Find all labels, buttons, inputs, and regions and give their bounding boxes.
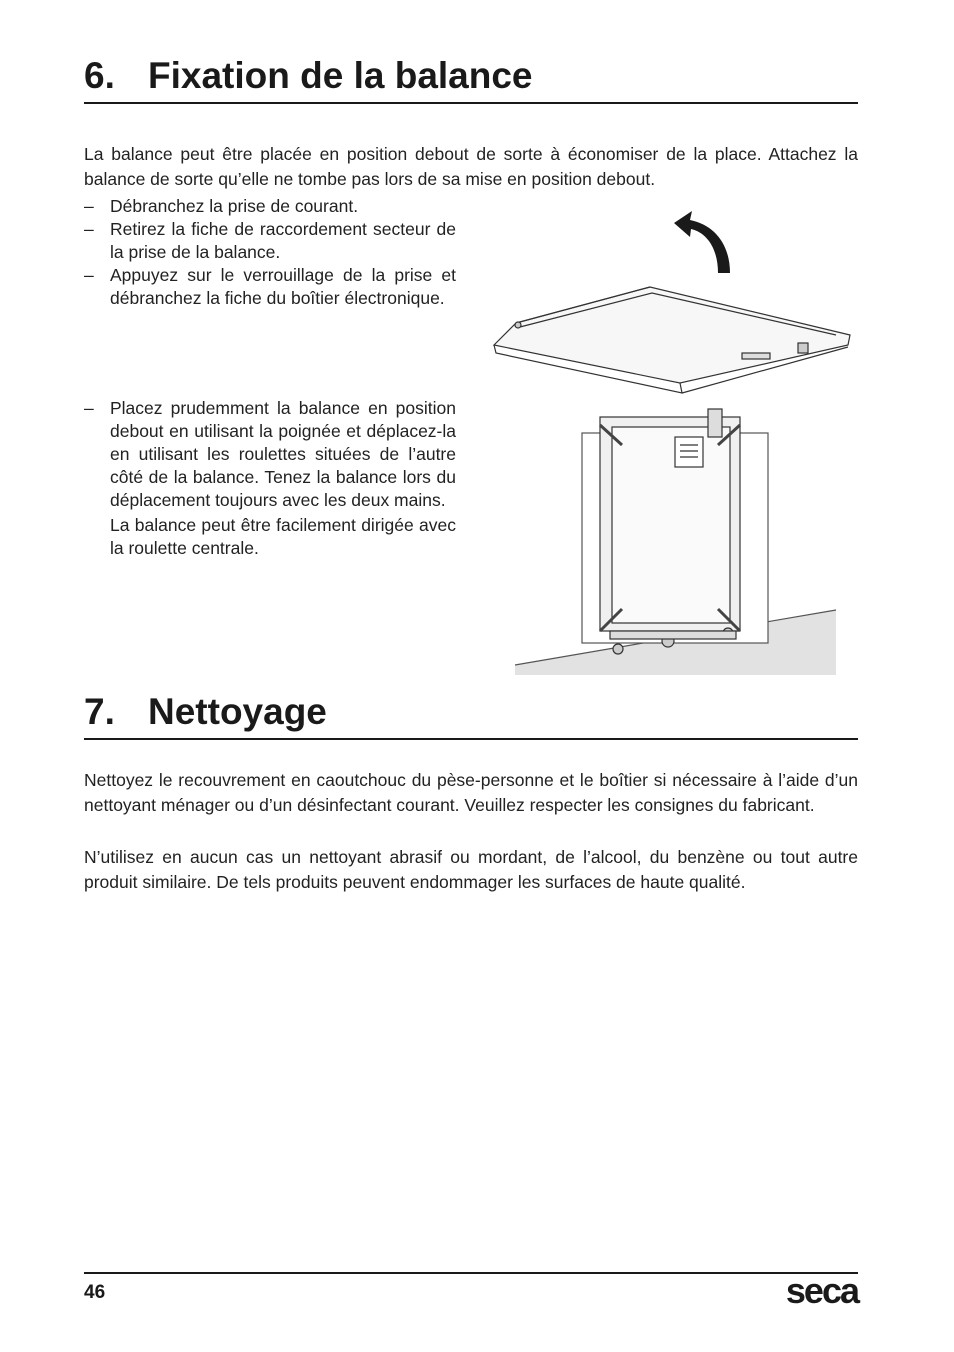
cleaning-paragraph: Nettoyez le recouvrement en caoutchouc du pèse-personne et le boîtier si nécessaire à l’aide d’un nettoyant ménager ou d’un désinfectant courant. Veuillez respecter les consignes du fabricant. <box>84 770 858 815</box>
section-6-heading <box>84 54 858 104</box>
intro-paragraph: La balance peut être placée en position debout de sorte à économiser de la place. Attachez la balance de sorte qu’elle ne tombe pas lors de sa mise en position debout. <box>84 144 858 189</box>
step-list <box>84 195 456 310</box>
list-item <box>84 264 456 310</box>
warning-paragraph: N’utilisez en aucun cas un nettoyant abrasif ou mordant, de l’alcool, du benzène ou tout autre produit similaire. De tels produits peuvent endommager les surfaces de haute qualité. <box>84 847 858 892</box>
dash-marker: – <box>84 398 94 418</box>
list-item <box>84 397 456 560</box>
step-list-2 <box>84 397 456 560</box>
footer-divider <box>84 1272 858 1274</box>
note-text: La balance peut être facilement dirigée avec la roulette centrale. <box>110 515 456 558</box>
curved-arrow-icon <box>674 211 730 273</box>
step-text: Retirez la fiche de raccordement secteur de la prise de la balance. <box>110 219 456 262</box>
list-item <box>84 195 456 218</box>
scale-upright-view <box>582 409 768 654</box>
dash-marker: – <box>84 265 94 285</box>
section-7-heading <box>84 690 858 740</box>
scale-upright-illustration <box>490 205 860 675</box>
page-number: 46 <box>84 1282 106 1303</box>
step-text: Débranchez la prise de courant. <box>110 196 359 216</box>
section-title: Nettoyage <box>148 691 327 732</box>
step-text: Appuyez sur le verrouillage de la prise et débranchez la fiche du boîtier électronique. <box>110 265 456 308</box>
section-number: 7. <box>84 691 115 732</box>
dash-marker: – <box>84 219 94 239</box>
section-title: Fixation de la balance <box>148 55 533 96</box>
step-text: Placez prudemment la balance en position debout en utilisant la poignée et déplacez-la en utilisant les roulettes situées de l’autre côté de la balance. Tenez la balance lors du déplacement toujours avec les deux mains. <box>110 398 456 510</box>
scale-flat-view <box>494 287 850 393</box>
brand-logo: seca <box>785 1270 858 1311</box>
section-number: 6. <box>84 55 115 96</box>
list-item <box>84 218 456 264</box>
dash-marker: – <box>84 196 94 216</box>
